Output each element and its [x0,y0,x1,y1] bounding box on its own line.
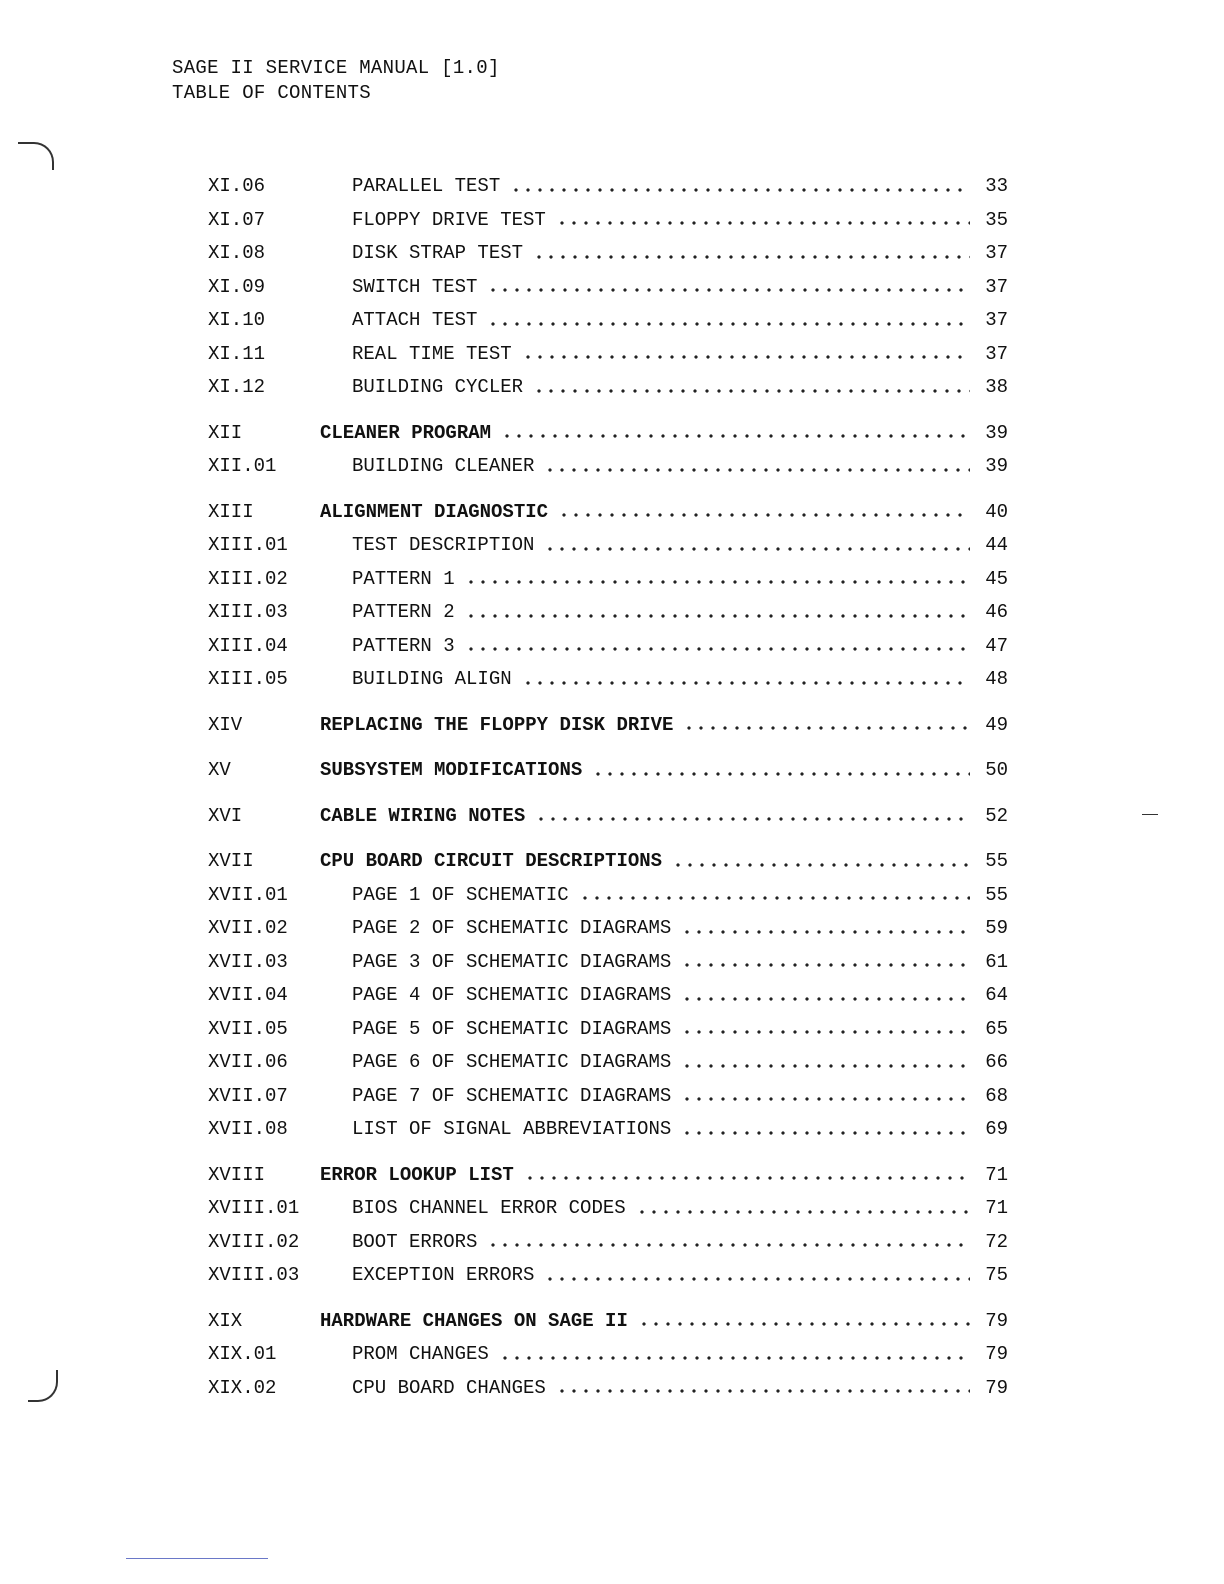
toc-entry-page-number: 49 [985,713,1008,736]
dot-leader [501,434,970,438]
toc-entry-number: XI.12 [208,376,266,398]
toc-entry-title: ATTACH TEST [352,309,478,331]
toc-subsection-row [208,912,1008,946]
toc-entry-title: SWITCH TEST [352,275,478,298]
toc-entry-body [320,1192,1008,1226]
toc-entry-body [320,979,1008,1013]
toc-subsection-row [208,596,1008,630]
toc-entry-title: BUILDING CLEANER [352,455,535,477]
toc-entry-title: ERROR LOOKUP LIST [320,1163,514,1186]
margin-mark-right [1142,814,1158,815]
toc-entry-body [320,450,1008,484]
toc-entry-page-number: 39 [985,421,1008,444]
toc-subsection-row [208,271,1008,305]
dot-leader [487,288,970,292]
toc-entry-page-number: 46 [985,601,1008,623]
toc-entry-number: XIII.05 [208,668,288,690]
toc-entry-page-number: 35 [985,208,1008,231]
toc-entry-title: CPU BOARD CHANGES [352,1376,546,1399]
toc-entry-body [320,338,1008,372]
toc-entry-title: BUILDING CYCLER [352,376,524,398]
dot-leader [681,963,970,967]
toc-entry-title: TEST DESCRIPTION [352,534,535,556]
toc-entry-number: XII [208,421,243,444]
dot-leader [487,1243,970,1247]
toc-entry-number: XIX.02 [208,1376,277,1399]
toc-subsection-row [208,879,1008,913]
toc-entry-body [320,563,1008,597]
toc-entry-body [320,1226,1008,1260]
toc-entry-title: CLEANER PROGRAM [320,421,492,444]
toc-entry-number: XIX [208,1309,243,1332]
toc-entry-number: XVIII.02 [208,1230,300,1253]
toc-entry-title: LIST OF SIGNAL ABBREVIATIONS [352,1118,672,1140]
dot-leader [524,1176,970,1180]
toc-entry-page-number: 55 [985,850,1008,872]
toc-entry-title: PAGE 3 OF SCHEMATIC DIAGRAMS [352,950,672,973]
dot-leader [579,896,970,900]
toc-subsection-row [208,563,1008,597]
toc-entry-title: DISK STRAP TEST [352,242,524,264]
toc-entry-number: XVII [208,850,254,872]
table-of-contents [208,170,1008,1405]
toc-entry-body [320,754,1008,788]
toc-subsection-row [208,204,1008,238]
toc-entry-title: PAGE 1 OF SCHEMATIC [352,883,569,906]
toc-entry-page-number: 37 [985,242,1008,264]
toc-entry-body [320,371,1008,405]
toc-entry-number: XIII.04 [208,634,288,657]
toc-entry-body [320,237,1008,271]
toc-entry-number: XI.10 [208,309,266,331]
toc-entry-title: HARDWARE CHANGES ON SAGE II [320,1309,628,1332]
toc-entry-body [320,1159,1008,1193]
toc-entry-page-number: 66 [985,1051,1008,1073]
toc-subsection-row [208,304,1008,338]
toc-entry-page-number: 71 [985,1163,1008,1186]
toc-entry-page-number: 79 [985,1309,1008,1332]
toc-entry-body [320,709,1008,743]
toc-entry-body [320,1113,1008,1147]
dot-leader [681,997,970,1001]
toc-entry-body [320,1013,1008,1047]
dot-leader [681,1030,970,1034]
toc-entry-number: XVIII.03 [208,1264,300,1286]
toc-subsection-row [208,1192,1008,1226]
toc-entry-body [320,304,1008,338]
toc-entry-body [320,1338,1008,1372]
toc-entry-number: XVII.07 [208,1084,288,1107]
toc-entry-title: REPLACING THE FLOPPY DISK DRIVE [320,713,674,736]
toc-subsection-row [208,1372,1008,1406]
toc-entry-body [320,170,1008,204]
toc-subsection-row [208,663,1008,697]
toc-entry-page-number: 37 [985,342,1008,365]
toc-entry-page-number: 37 [985,275,1008,298]
toc-entry-title: CPU BOARD CIRCUIT DESCRIPTIONS [320,850,663,872]
toc-entry-number: XIII [208,500,254,523]
toc-entry-number: XI.08 [208,242,266,264]
toc-entry-number: XI.06 [208,175,266,197]
toc-entry-title: PATTERN 2 [352,601,455,623]
toc-section-row [208,496,1008,530]
toc-entry-body [320,1259,1008,1293]
toc-heading: TABLE OF CONTENTS [172,82,371,104]
toc-subsection-row [208,237,1008,271]
toc-entry-title: CABLE WIRING NOTES [320,804,526,827]
toc-subsection-row [208,529,1008,563]
toc-entry-number: XIX.01 [208,1343,277,1365]
toc-entry-number: XVI [208,804,243,827]
dot-leader [556,1389,970,1393]
toc-entry-body [320,630,1008,664]
toc-entry-page-number: 38 [985,376,1008,398]
toc-entry-title: PAGE 5 OF SCHEMATIC DIAGRAMS [352,1017,672,1040]
toc-entry-body [320,596,1008,630]
document-header [172,56,500,106]
punch-hole-mark-top [18,142,54,170]
toc-subsection-row [208,1080,1008,1114]
dot-leader [681,1131,970,1135]
toc-entry-page-number: 65 [985,1017,1008,1040]
dot-leader [638,1322,970,1326]
dot-leader [681,1064,970,1068]
toc-entry-page-number: 69 [985,1118,1008,1140]
toc-entry-number: XVIII [208,1163,266,1186]
toc-subsection-row [208,1113,1008,1147]
dot-leader [535,817,970,821]
toc-entry-body [320,912,1008,946]
toc-entry-page-number: 50 [985,759,1008,781]
toc-entry-page-number: 33 [985,175,1008,197]
toc-section-row [208,417,1008,451]
toc-entry-number: XVII.06 [208,1051,288,1073]
footer-rule [126,1558,268,1559]
toc-entry-number: XI.09 [208,275,266,298]
toc-entry-page-number: 79 [985,1343,1008,1365]
toc-entry-title: SUBSYSTEM MODIFICATIONS [320,759,583,781]
dot-leader [510,188,970,192]
toc-entry-page-number: 71 [985,1197,1008,1219]
toc-section-row [208,800,1008,834]
dot-leader [533,389,970,393]
toc-entry-title: PAGE 7 OF SCHEMATIC DIAGRAMS [352,1084,672,1107]
toc-entry-page-number: 72 [985,1230,1008,1253]
toc-entry-page-number: 40 [985,500,1008,523]
toc-entry-page-number: 75 [985,1264,1008,1286]
toc-subsection-row [208,946,1008,980]
toc-entry-page-number: 59 [985,917,1008,939]
dot-leader [672,863,970,867]
dot-leader [544,1277,970,1281]
toc-entry-page-number: 44 [985,534,1008,556]
toc-subsection-row [208,979,1008,1013]
dot-leader [592,772,970,776]
dot-leader [681,1097,970,1101]
toc-entry-page-number: 39 [985,455,1008,477]
toc-entry-number: XII.01 [208,455,277,477]
toc-entry-page-number: 52 [985,804,1008,827]
toc-entry-body [320,1046,1008,1080]
toc-entry-page-number: 55 [985,883,1008,906]
toc-entry-number: XIII.03 [208,601,288,623]
toc-entry-title: EXCEPTION ERRORS [352,1264,535,1286]
toc-section-row [208,845,1008,879]
toc-entry-body [320,946,1008,980]
dot-leader [683,726,970,730]
toc-entry-body [320,529,1008,563]
toc-entry-title: PAGE 2 OF SCHEMATIC DIAGRAMS [352,917,672,939]
toc-entry-number: XVII.02 [208,917,288,939]
toc-subsection-row [208,1226,1008,1260]
toc-entry-page-number: 64 [985,984,1008,1006]
dot-leader [636,1210,970,1214]
toc-entry-title: FLOPPY DRIVE TEST [352,208,546,231]
toc-entry-number: XIV [208,713,243,736]
toc-entry-number: XI.11 [208,342,266,365]
toc-entry-body [320,1305,1008,1339]
toc-section-row [208,1159,1008,1193]
toc-subsection-row [208,1259,1008,1293]
toc-entry-body [320,1372,1008,1406]
toc-section-row [208,709,1008,743]
dot-leader [533,255,970,259]
toc-entry-body [320,417,1008,451]
toc-entry-page-number: 79 [985,1376,1008,1399]
toc-subsection-row [208,1338,1008,1372]
toc-entry-title: PARALLEL TEST [352,175,501,197]
toc-entry-number: XVII.03 [208,950,288,973]
toc-subsection-row [208,450,1008,484]
toc-entry-title: PAGE 4 OF SCHEMATIC DIAGRAMS [352,984,672,1006]
toc-entry-number: XVII.01 [208,883,288,906]
manual-title: SAGE II SERVICE MANUAL [1.0] [172,57,500,79]
toc-entry-body [320,800,1008,834]
toc-entry-page-number: 47 [985,634,1008,657]
toc-entry-body [320,845,1008,879]
toc-entry-page-number: 48 [985,668,1008,690]
toc-entry-number: XIII.02 [208,567,288,590]
toc-entry-number: XVII.08 [208,1118,288,1140]
dot-leader [465,647,970,651]
toc-subsection-row [208,170,1008,204]
dot-leader [465,580,970,584]
toc-subsection-row [208,630,1008,664]
toc-entry-title: ALIGNMENT DIAGNOSTIC [320,500,549,523]
toc-entry-body [320,663,1008,697]
toc-entry-page-number: 61 [985,950,1008,973]
dot-leader [522,355,970,359]
toc-subsection-row [208,338,1008,372]
punch-hole-mark-bottom [28,1370,58,1402]
dot-leader [544,468,970,472]
toc-entry-body [320,879,1008,913]
toc-entry-number: XVII.04 [208,984,288,1006]
toc-entry-title: PAGE 6 OF SCHEMATIC DIAGRAMS [352,1051,672,1073]
dot-leader [544,547,970,551]
toc-entry-page-number: 45 [985,567,1008,590]
toc-entry-number: XV [208,759,231,781]
toc-section-row [208,1305,1008,1339]
toc-entry-title: REAL TIME TEST [352,342,512,365]
toc-entry-number: XI.07 [208,208,266,231]
toc-entry-body [320,1080,1008,1114]
dot-leader [681,930,970,934]
toc-entry-body [320,204,1008,238]
toc-entry-title: BUILDING ALIGN [352,668,512,690]
toc-subsection-row [208,1013,1008,1047]
toc-entry-body [320,271,1008,305]
dot-leader [556,221,970,225]
dot-leader [499,1356,970,1360]
toc-entry-page-number: 68 [985,1084,1008,1107]
toc-entry-number: XIII.01 [208,534,288,556]
dot-leader [558,513,970,517]
toc-entry-title: PROM CHANGES [352,1343,489,1365]
toc-entry-title: PATTERN 1 [352,567,455,590]
toc-entry-number: XVII.05 [208,1017,288,1040]
toc-subsection-row [208,1046,1008,1080]
toc-subsection-row [208,371,1008,405]
toc-entry-title: PATTERN 3 [352,634,455,657]
toc-entry-title: BOOT ERRORS [352,1230,478,1253]
toc-entry-number: XVIII.01 [208,1197,300,1219]
dot-leader [522,681,970,685]
toc-entry-page-number: 37 [985,309,1008,331]
dot-leader [487,322,970,326]
toc-entry-body [320,496,1008,530]
toc-section-row [208,754,1008,788]
dot-leader [465,614,970,618]
toc-entry-title: BIOS CHANNEL ERROR CODES [352,1197,626,1219]
